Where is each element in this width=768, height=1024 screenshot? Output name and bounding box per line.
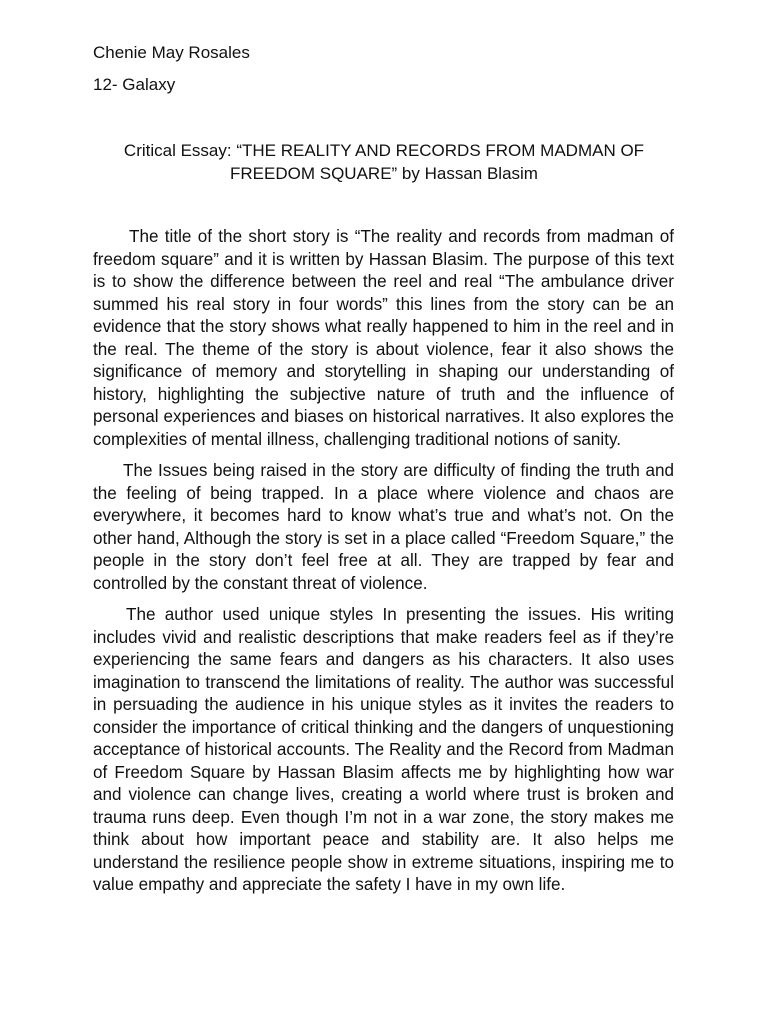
class-section: 12- Galaxy (93, 75, 176, 94)
essay-title: Critical Essay: “THE REALITY AND RECORDS FROM MADMAN OF FREEDOM SQUARE” by Hassan Blasim (123, 141, 645, 183)
essay-body (93, 226, 674, 906)
paragraph-2: The Issues being raised in the story are difficulty of finding the truth and the feeling of being trapped. In a place where violence and chaos are everywhere, it becomes hard to know what’s true and what’s not. On the other hand, Although the story is set in a place called “Freedom Square,” the people in the story don’t feel free at all. They are trapped by fear and controlled by the constant threat of violence. (93, 461, 674, 593)
paragraph-3: The author used unique styles In presenting the issues. His writing includes vivid and realistic descriptions that make readers feel as if they’re experiencing the same fears and dangers as his characters. It also uses imagination to transcend the limitations of reality. The author was successful in persuading the audience in his unique styles as it invites the readers to consider the importance of critical thinking and the dangers of unquestioning acceptance of historical accounts. The Reality and the Record from Madman of Freedom Square by Hassan Blasim affects me by highlighting how war and violence can change lives, creating a world where trust is broken and trauma runs deep. Even though I’m not in a war zone, the story makes me think about how important peace and stability are. It also helps me understand the resilience people show in extreme situations, inspiring me to value empathy and appreciate the safety I have in my own life. (93, 605, 674, 894)
paragraph-1: The title of the short story is “The reality and records from madman of freedom square” and it is written by Hassan Blasim. The purpose of this text is to show the difference between the reel and real “The ambulance driver summed his real story in four words” this lines from the story can be an evidence that the story shows what really happened to him in the reel and in the real. The theme of the story is about violence, fear it also shows the significance of memory and storytelling in shaping our understanding of history, highlighting the subjective nature of truth and the influence of personal experiences and biases on historical narratives. It also explores the complexities of mental illness, challenging traditional notions of sanity. (93, 227, 674, 449)
author-name: Chenie May Rosales (93, 43, 250, 62)
